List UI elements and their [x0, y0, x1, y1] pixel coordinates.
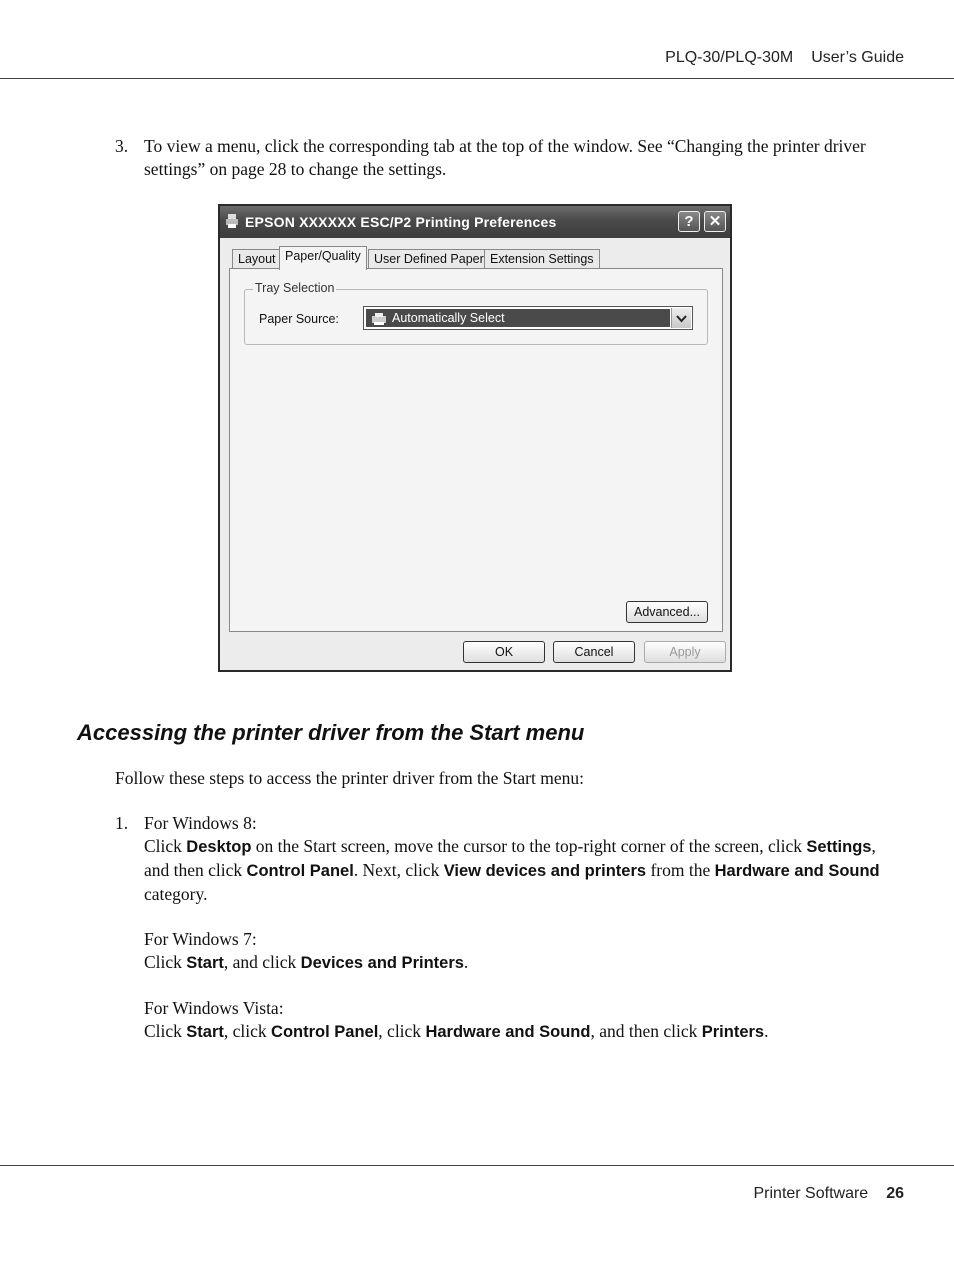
- win7-instructions: Click Start, and click Devices and Printers.: [144, 952, 469, 972]
- header-product: PLQ-30/PLQ-30M: [665, 49, 794, 66]
- footer-rule: [0, 1165, 954, 1166]
- win8-instructions: Click Desktop on the Start screen, move the cursor to the top-right corner of the screen, click Settings, and then click Control Panel. Next, click View devices and printers from the Hardware and Sound category.: [144, 836, 880, 904]
- paper-source-selected: [366, 309, 670, 327]
- footer-section: Printer Software: [753, 1185, 869, 1202]
- step-number: 3.: [115, 136, 129, 156]
- win7-heading: For Windows 7:: [144, 929, 257, 949]
- dialog-title: EPSON XXXXXX ESC/P2 Printing Preferences: [245, 214, 557, 230]
- vista-instructions: Click Start, click Control Panel, click Hardware and Sound, and then click Printers.: [144, 1021, 769, 1041]
- page-number: 26: [886, 1185, 904, 1202]
- tab-paper-quality[interactable]: Paper/Quality: [279, 246, 367, 270]
- advanced-button[interactable]: Advanced...: [626, 601, 708, 623]
- win8-heading: For Windows 8:: [144, 813, 257, 833]
- tray-selection-group: [244, 281, 708, 345]
- header-rule: [0, 78, 954, 79]
- step-text: To view a menu, click the corresponding tab at the top of the window. See “Changing the printer driver settings” on page 28 to change the settings.: [144, 136, 866, 179]
- paper-tray-icon: [370, 311, 388, 327]
- vista-heading: For Windows Vista:: [144, 998, 284, 1018]
- help-icon: ?: [684, 213, 694, 230]
- dropdown-arrow[interactable]: [671, 308, 691, 328]
- header-guide: User’s Guide: [811, 49, 904, 66]
- printer-icon: [225, 213, 239, 229]
- tab-layout[interactable]: Layout: [232, 249, 282, 268]
- tab-panel-paper-quality: [229, 268, 723, 632]
- ok-button[interactable]: OK: [463, 641, 545, 663]
- step-3: [115, 135, 895, 181]
- printing-preferences-dialog: [218, 204, 732, 672]
- chevron-down-icon: [672, 308, 691, 328]
- step-1: [115, 812, 895, 1044]
- close-icon: ✕: [708, 213, 722, 230]
- section-title: Accessing the printer driver from the Start menu: [77, 720, 585, 745]
- paper-source-label: Paper Source:: [259, 312, 339, 326]
- close-button[interactable]: [704, 211, 726, 232]
- paper-source-value: Automatically Select: [392, 311, 505, 325]
- tab-user-defined-paper[interactable]: User Defined Paper: [368, 249, 490, 268]
- cancel-button[interactable]: Cancel: [553, 641, 635, 663]
- section-intro: Follow these steps to access the printer driver from the Start menu:: [115, 768, 584, 788]
- help-button[interactable]: [678, 211, 700, 232]
- paper-source-select[interactable]: [363, 306, 693, 330]
- running-header: [665, 49, 904, 67]
- step-1-body: [144, 812, 895, 1044]
- tray-selection-label: Tray Selection: [255, 281, 335, 295]
- running-footer: [753, 1185, 904, 1203]
- tab-extension-settings[interactable]: Extension Settings: [484, 249, 600, 268]
- dialog-titlebar: [220, 206, 730, 238]
- step-number: 1.: [115, 813, 129, 833]
- apply-button[interactable]: Apply: [644, 641, 726, 663]
